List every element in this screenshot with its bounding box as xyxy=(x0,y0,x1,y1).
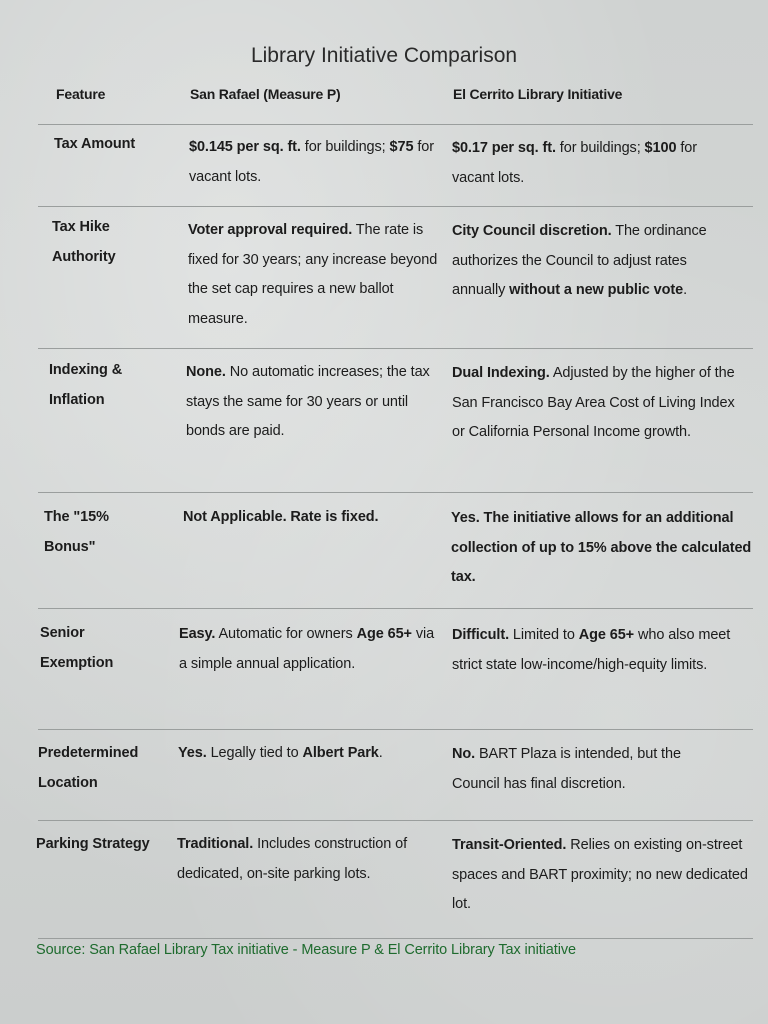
header-el-cerrito: El Cerrito Library Initiative xyxy=(453,86,623,102)
header-san-rafael: San Rafael (Measure P) xyxy=(190,86,341,102)
san-rafael-cell-senior-exemption xyxy=(179,620,441,679)
page-title: Library Initiative Comparison xyxy=(250,44,518,67)
feature-label-line: Indexing & xyxy=(49,362,123,378)
el-cerrito-cell-parking-strategy xyxy=(452,831,748,920)
cell-text: who also meet strict state low-income/high-equity limits. xyxy=(452,627,731,673)
feature-label-line: Tax Amount xyxy=(54,136,136,152)
cell-text: Legally tied to xyxy=(206,745,303,761)
feature-cell-indexing-inflation xyxy=(49,356,174,415)
feature-label-line: Senior xyxy=(40,625,85,641)
row-divider xyxy=(38,729,753,730)
el-cerrito-cell-tax-hike-authority xyxy=(452,217,738,306)
feature-label-line: The "15% xyxy=(44,509,109,525)
row-divider xyxy=(38,820,753,821)
row-divider xyxy=(38,492,753,493)
san-rafael-cell-tax-hike-authority xyxy=(188,216,440,334)
feature-label-line: Tax Hike xyxy=(52,219,110,235)
cell-text: via a simple annual application. xyxy=(179,626,435,672)
bold-text: $75 xyxy=(389,139,414,155)
feature-label-line: Exemption xyxy=(40,654,114,671)
feature-cell-15-percent-bonus xyxy=(44,503,169,562)
bold-text: Age 65+ xyxy=(578,627,635,643)
cell-text: Automatic for owners xyxy=(215,626,357,642)
san-rafael-cell-15-percent-bonus xyxy=(183,503,438,533)
cell-text: for vacant lots. xyxy=(452,140,697,186)
row-divider xyxy=(38,124,753,125)
bold-text: Traditional. xyxy=(177,836,254,852)
bold-text: No. xyxy=(452,746,476,762)
bold-text: $0.17 per sq. ft. xyxy=(452,140,556,156)
feature-label-line: Location xyxy=(38,774,98,791)
el-cerrito-cell-predetermined-location xyxy=(452,740,730,799)
bold-text: Yes. xyxy=(178,745,207,761)
bold-text: Transit-Oriented. xyxy=(452,837,567,853)
feature-label-line: Bonus" xyxy=(44,538,96,555)
cell-text: BART Plaza is intended, but the Council has final discretion. xyxy=(452,746,681,792)
feature-cell-tax-amount xyxy=(54,130,179,160)
el-cerrito-cell-15-percent-bonus xyxy=(451,504,756,593)
cell-text: Relies on existing on-street spaces and BART proximity; no new dedicated lot. xyxy=(452,837,748,912)
feature-cell-tax-hike-authority xyxy=(52,213,177,272)
row-divider xyxy=(38,206,753,207)
bold-text: without a new public vote xyxy=(509,282,684,298)
bold-text: Voter approval required. xyxy=(188,222,353,238)
bold-text: Not Applicable. Rate is fixed. xyxy=(183,509,379,525)
bold-text: Age 65+ xyxy=(356,626,412,642)
cell-text: Limited to xyxy=(509,627,579,643)
bold-text: None. xyxy=(186,364,226,380)
cell-text: for buildings; xyxy=(555,140,645,156)
row-divider xyxy=(38,348,753,349)
header-feature: Feature xyxy=(56,86,106,102)
san-rafael-cell-indexing-inflation xyxy=(186,358,438,447)
bold-text: Difficult. xyxy=(452,627,509,643)
feature-cell-senior-exemption xyxy=(40,619,165,678)
feature-label-line: Authority xyxy=(52,248,116,265)
feature-label-line: Inflation xyxy=(49,391,105,408)
feature-label-line: Predetermined xyxy=(38,745,139,761)
bold-text: Easy. xyxy=(179,626,216,642)
san-rafael-cell-parking-strategy xyxy=(177,830,439,889)
cell-text: for vacant lots. xyxy=(189,139,434,185)
cell-text: The rate is fixed for 30 years; any increase beyond the set cap requires a new ballot measure. xyxy=(188,222,438,327)
cell-text: Adjusted by the higher of the San Francisco Bay Area Cost of Living Index or California Personal Income growth. xyxy=(452,365,735,440)
feature-label-line: Parking Strategy xyxy=(36,836,150,852)
cell-text: Includes construction of dedicated, on-site parking lots. xyxy=(177,836,408,882)
cell-text: No automatic increases; the tax stays the same for 30 years or until bonds are paid. xyxy=(186,364,430,439)
bold-text: Albert Park xyxy=(302,745,379,761)
el-cerrito-cell-tax-amount xyxy=(452,134,742,193)
row-divider xyxy=(38,608,753,609)
bold-text: Yes. The initiative allows for an additional collection of up to 15% above the calculated tax. xyxy=(451,510,752,585)
bold-text: $100 xyxy=(644,140,677,156)
cell-text: . xyxy=(683,282,688,298)
bold-text: $0.145 per sq. ft. xyxy=(189,139,301,155)
bold-text: Dual Indexing. xyxy=(452,365,550,381)
feature-cell-predetermined-location xyxy=(38,739,168,798)
row-divider xyxy=(38,938,753,939)
san-rafael-cell-tax-amount xyxy=(189,133,441,192)
source-note: Source: San Rafael Library Tax initiative - Measure P & El Cerrito Library Tax initiative xyxy=(36,942,576,958)
cell-text: The ordinance authorizes the Council to adjust rates annually xyxy=(452,223,707,298)
el-cerrito-cell-senior-exemption xyxy=(452,621,748,680)
san-rafael-cell-predetermined-location xyxy=(178,739,440,769)
bold-text: City Council discretion. xyxy=(452,223,612,239)
cell-text: . xyxy=(378,745,383,761)
cell-text: for buildings; xyxy=(300,139,390,155)
feature-cell-parking-strategy xyxy=(36,830,171,860)
el-cerrito-cell-indexing-inflation xyxy=(452,359,748,448)
